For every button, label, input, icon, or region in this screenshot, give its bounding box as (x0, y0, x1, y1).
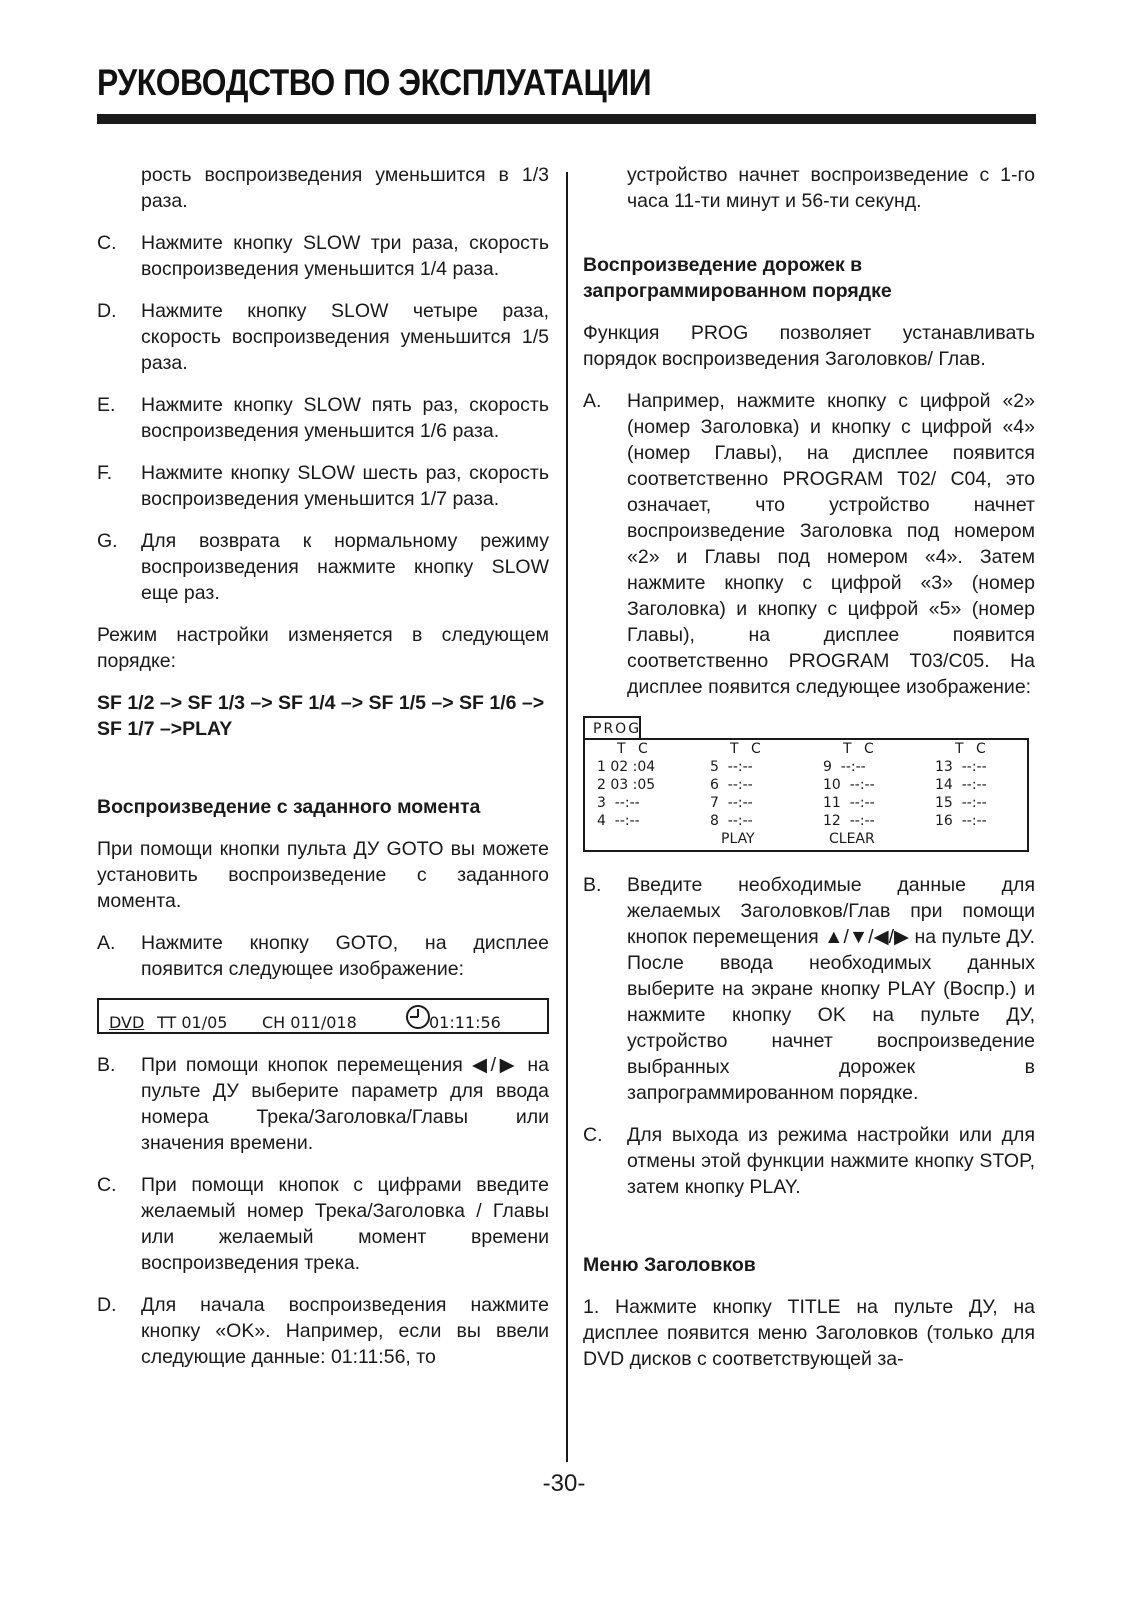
prog-row: 2 03 :05 (597, 777, 656, 793)
prog-clear-label: CLEAR (829, 831, 875, 847)
goto-display (97, 998, 549, 1034)
prog-column-header: T C (955, 741, 990, 757)
list-marker: E. (97, 394, 116, 416)
prog-row: 15 --:-- (935, 795, 987, 811)
prog-row: 9 --:-- (823, 759, 866, 775)
prog-column-header: T C (730, 741, 765, 757)
prog-row: 6 --:-- (710, 777, 753, 793)
prog-row: 12 --:-- (823, 813, 875, 829)
goto-time-value: 01:11:56 (429, 1013, 501, 1032)
prog-paragraph: Функция PROG позволяет устанавливать порядок воспроизведения Заголовков/ Глав. (583, 322, 1035, 370)
list-marker: F. (97, 462, 113, 484)
list-item (97, 1292, 549, 1370)
prog-column (823, 740, 878, 830)
list-text: Нажмите кнопку SLOW три раза, скорость воспроизведения уменьшится 1/4 раза. (141, 232, 549, 280)
list-marker: C. (97, 232, 117, 254)
prog-row: 16 --:-- (935, 813, 987, 829)
prog-row: 5 --:-- (710, 759, 753, 775)
list-text: Нажмите кнопку SLOW четыре раза, скорость воспроизведения уменьшится 1/5 раза. (141, 300, 549, 374)
list-text: При помощи кнопок перемещения ◀/▶ на пульте ДУ выберите параметр для ввода номера Трека/Заголовка/Главы или значения времени. (141, 1054, 549, 1154)
list-text: Нажмите кнопку SLOW пять раз, скорость воспроизведения уменьшится 1/6 раза. (141, 394, 549, 442)
list-item (583, 388, 1035, 700)
list-text: Для выхода из режима настройки или для отмены этой функции нажмите кнопку STOP, затем кнопку PLAY. (627, 1124, 1035, 1198)
prog-column (710, 740, 765, 830)
list-text: При помощи кнопок с цифрами введите желаемый номер Трека/Заголовка / Главы или желаемый момент времени воспроизведения трека. (141, 1174, 549, 1274)
title-menu-heading: Меню Заголовков (583, 1254, 756, 1276)
list-item (97, 230, 549, 282)
prog-row: 8 --:-- (710, 813, 753, 829)
prog-display (583, 716, 1035, 852)
slow-sequence: SF 1/2 –> SF 1/3 –> SF 1/4 –> SF 1/5 –> SF 1/6 –> SF 1/7 –>PLAY (97, 692, 545, 740)
list-marker: D. (97, 300, 117, 322)
page-title: РУКОВОДСТВО ПО ЭКСПЛУАТАЦИИ (97, 62, 652, 103)
list-item (583, 1122, 1035, 1200)
title-menu-paragraph: 1. Нажмите кнопку TITLE на пульте ДУ, на дисплее появится меню Заголовков (только для DVD дисков с соответствующей за- (583, 1296, 1035, 1370)
prog-row: 1 02 :04 (597, 759, 656, 775)
prog-row: 7 --:-- (710, 795, 753, 811)
list-item (97, 1172, 549, 1276)
prog-column-header: T C (843, 741, 878, 757)
list-text: Нажмите кнопку SLOW шесть раз, скорость воспроизведения уменьшится 1/7 раза. (141, 462, 549, 510)
list-text: Нажмите кнопку GOTO, на дисплее появится следующее изображение: (141, 932, 549, 980)
prog-heading: Воспроизведение дорожек в запрограммированном порядке (583, 254, 892, 302)
list-item (583, 872, 1035, 1106)
list-marker: A. (97, 932, 116, 954)
list-item (97, 392, 549, 444)
list-item (97, 930, 549, 982)
list-text: Введите необходимые данные для желаемых Заголовков/Глав при помощи кнопок перемещения ▲/▼/◀/▶ на пульте ДУ. После ввода необходимых данных выберите на экране кнопку PLAY (Воспр.) и нажмите кнопку OK на пульте ДУ, устройство начнет воспроизведение выбранных дорожек в запрограммированном порядке. (627, 874, 1035, 1104)
list-item (97, 1052, 549, 1156)
list-marker: C. (583, 1124, 603, 1146)
goto-dvd-label: DVD (109, 1013, 145, 1032)
right-column (583, 162, 1035, 1388)
page-number: -30- (542, 1470, 586, 1497)
left-column (97, 162, 549, 1386)
prog-play-label: PLAY (721, 831, 755, 847)
goto-heading: Воспроизведение с заданного момента (97, 796, 481, 818)
goto-chapter-value: CH 011/018 (262, 1013, 357, 1032)
list-item (97, 298, 549, 376)
title-rule (97, 114, 1036, 124)
prog-row: 13 --:-- (935, 759, 987, 775)
prog-row: 3 --:-- (597, 795, 640, 811)
prog-row: 14 --:-- (935, 777, 987, 793)
continued-text: устройство начнет воспроизведение с 1-го часа 11-ти минут и 56-ти секунд. (627, 164, 1035, 212)
goto-title-value: TT 01/05 (157, 1013, 228, 1032)
mode-paragraph: Режим настройки изменяется в следующем порядке: (97, 624, 549, 672)
list-marker: A. (583, 390, 602, 412)
list-marker: G. (97, 530, 118, 552)
continued-text: рость воспроизведения уменьшится в 1/3 раза. (141, 164, 549, 212)
list-item (97, 528, 549, 606)
prog-table (583, 738, 1029, 852)
list-text: Например, нажмите кнопку с цифрой «2» (номер Заголовка) и кнопку с цифрой «4» (номер Главы), на дисплее появится соответственно PROGRAM T02/ C04, это означает, что устройство начнет воспроизведение Заголовка под номером «2» и Главы под номером «4». Затем нажмите кнопку с цифрой «3» (номер Заголовка) и кнопку с цифрой «5» (номер Главы), на дисплее появится соответственно PROGRAM T03/C05. На дисплее появится следующее изображение: (627, 390, 1035, 698)
prog-row: 11 --:-- (823, 795, 875, 811)
clock-icon (405, 1004, 431, 1038)
list-marker: B. (97, 1054, 116, 1076)
column-divider (566, 172, 568, 1462)
list-item (97, 460, 549, 512)
list-marker: B. (583, 874, 602, 896)
goto-paragraph: При помощи кнопки пульта ДУ GOTO вы можете установить воспроизведение с заданного момента. (97, 838, 549, 912)
prog-row: 10 --:-- (823, 777, 875, 793)
prog-column-header: T C (617, 741, 652, 757)
list-marker: C. (97, 1174, 117, 1196)
list-text: Для возврата к нормальному режиму воспроизведения нажмите кнопку SLOW еще раз. (141, 530, 549, 604)
list-text: Для начала воспроизведения нажмите кнопку «OK». Например, если вы ввели следующие данные: 01:11:56, то (141, 1294, 549, 1368)
prog-row: 4 --:-- (597, 813, 640, 829)
prog-column (935, 740, 990, 830)
prog-tab: PROG (583, 716, 641, 738)
prog-column (597, 740, 655, 830)
list-marker: D. (97, 1294, 117, 1316)
